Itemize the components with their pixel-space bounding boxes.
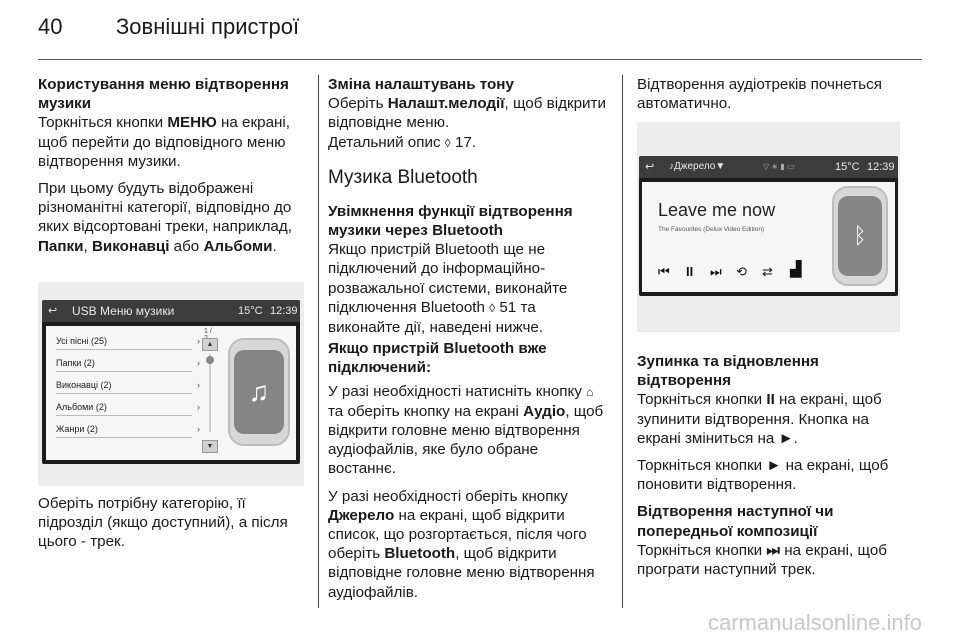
phone-graphic (832, 186, 888, 286)
usb-menu-screenshot (38, 282, 304, 486)
temperature: 15°C (238, 305, 263, 317)
play-icon: ► (778, 429, 794, 447)
phone-graphic (228, 338, 290, 446)
temperature: 15°C (835, 161, 860, 173)
track-title: Leave me now (658, 200, 776, 220)
subheading: Відтворення наступної чи попередньої композиції (637, 503, 834, 540)
pause-button[interactable]: II (686, 264, 694, 279)
page-indicator: 1 / (204, 328, 212, 335)
display-screen (639, 156, 898, 296)
paragraph: Торкніться кнопки ► на екрані, щоб поновити відтворення. (637, 457, 889, 494)
header-divider (38, 59, 922, 60)
column-3 (637, 75, 907, 113)
section-title: Музика Bluetooth (328, 166, 478, 188)
reference-icon: ◊ (489, 300, 496, 315)
music-note-icon: ♫ (234, 350, 284, 434)
status-icons: ▽ ∗ ▮ ▭ (763, 162, 795, 171)
watermark: carmanualsonline.info (707, 610, 922, 635)
page-title: Зовнішні пристрої (116, 14, 300, 39)
paragraph: Оберіть потрібну категорію, її підрозділ (якщо доступний), а після цього - трек. (38, 495, 288, 551)
column-divider-2 (622, 75, 623, 608)
clock: 12:39 (270, 305, 298, 317)
status-bar (42, 300, 300, 322)
section-heading: Користування меню відтворення музики (38, 76, 289, 113)
paragraph: Детальний опис ◊ 17. (328, 133, 477, 151)
bluetooth-playback-screenshot (637, 122, 900, 332)
paragraph: У разі необхідності оберіть кнопку Джерело на екрані, щоб відкрити список, що розгортається, після чого оберіть Bluetooth, щоб відкрити відповідне головне меню відтворення аудіофайлів. (328, 487, 595, 601)
now-playing-panel (642, 182, 895, 292)
paragraph: Якщо пристрій Bluetooth ще не підключений до інформаційно-розважальної системи, виконайте підключення Bluetooth ◊ 51 та виконайте дії, наведені нижче. (328, 241, 568, 337)
reference-icon: ◊ (444, 135, 451, 150)
column-divider-1 (318, 75, 319, 608)
column-1 (38, 75, 304, 256)
home-icon: ⌂ (586, 384, 594, 399)
subheading: Увімкнення функції відтворення музики через Bluetooth (328, 202, 573, 240)
clock: 12:39 (867, 161, 895, 173)
display-screen (42, 300, 300, 464)
source-dropdown[interactable]: ♪Джерело▼ (669, 161, 726, 172)
shuffle-icon[interactable]: ⇄ (762, 264, 773, 279)
list-item[interactable]: Виконавці (2) › (56, 376, 192, 394)
back-icon: ↩ (48, 305, 58, 317)
paragraph: У разі необхідності натисніть кнопку ⌂ та оберіть кнопку на екрані Аудіо, щоб відкрити головне меню відтворення аудіофайлів, яке було обране востаннє. (328, 382, 604, 478)
scroll-down-button[interactable]: ▼ (202, 440, 218, 453)
menu-panel (46, 326, 296, 460)
list-item[interactable]: Папки (2) › (56, 354, 192, 372)
paragraph: Торкніться кнопки II на екрані, щоб зупинити відтворення. Кнопка на екрані зміниться на ►. (637, 391, 882, 447)
repeat-icon[interactable]: ⟲ (736, 264, 747, 279)
column-1-after-image (38, 494, 304, 552)
back-icon: ↩ (645, 161, 655, 173)
scroll-thumb[interactable] (206, 356, 214, 364)
paragraph: Відтворення аудіотреків почнеться автоматично. (637, 76, 882, 113)
scroll-up-button[interactable]: ▲ (202, 338, 218, 351)
list-item[interactable]: Усі пісні (25) › (56, 332, 192, 350)
screen-title: USB Меню музики (72, 304, 175, 318)
column-3-after-image (637, 352, 907, 579)
play-icon: ► (766, 457, 782, 475)
page-header (38, 14, 299, 40)
next-track-icon: ⏭ (766, 541, 781, 559)
paragraph: Оберіть Налашт.мелодії, щоб відкрити відповідне меню. (328, 95, 606, 132)
scroll-track (209, 354, 211, 432)
subheading: Якщо пристрій Bluetooth вже підключений: (328, 340, 547, 377)
list-item[interactable]: Альбоми (2) › (56, 398, 192, 416)
bluetooth-icon: ᛒ (838, 196, 882, 276)
paragraph: Торкніться кнопки ⏭ на екрані, щоб програти наступний трек. (637, 541, 887, 579)
pause-icon: II (766, 391, 775, 409)
status-bar (639, 156, 898, 178)
subheading: Зупинка та відновлення відтворення (637, 353, 819, 390)
equalizer-icon[interactable]: ▟ (790, 261, 802, 278)
next-button[interactable]: ⏭ (710, 264, 722, 279)
page-number: 40 (38, 14, 63, 39)
album-title: The Favourites (Delux Video Edition) (658, 226, 765, 233)
subheading: Зміна налаштувань тону (328, 76, 514, 93)
paragraph: При цьому будуть відображені різноманітні категорії, відповідно до яких відсортовані треки, наприклад, Папки, Виконавці або Альбоми. (38, 180, 292, 255)
column-2 (328, 75, 606, 602)
list-item[interactable]: Жанри (2) › (56, 420, 192, 438)
scrollbar[interactable] (202, 330, 216, 456)
previous-button[interactable]: ⏮ (658, 264, 670, 279)
paragraph: Торкніться кнопки МЕНЮ на екрані, щоб перейти до відповідного меню відтворення музики. (38, 114, 291, 170)
